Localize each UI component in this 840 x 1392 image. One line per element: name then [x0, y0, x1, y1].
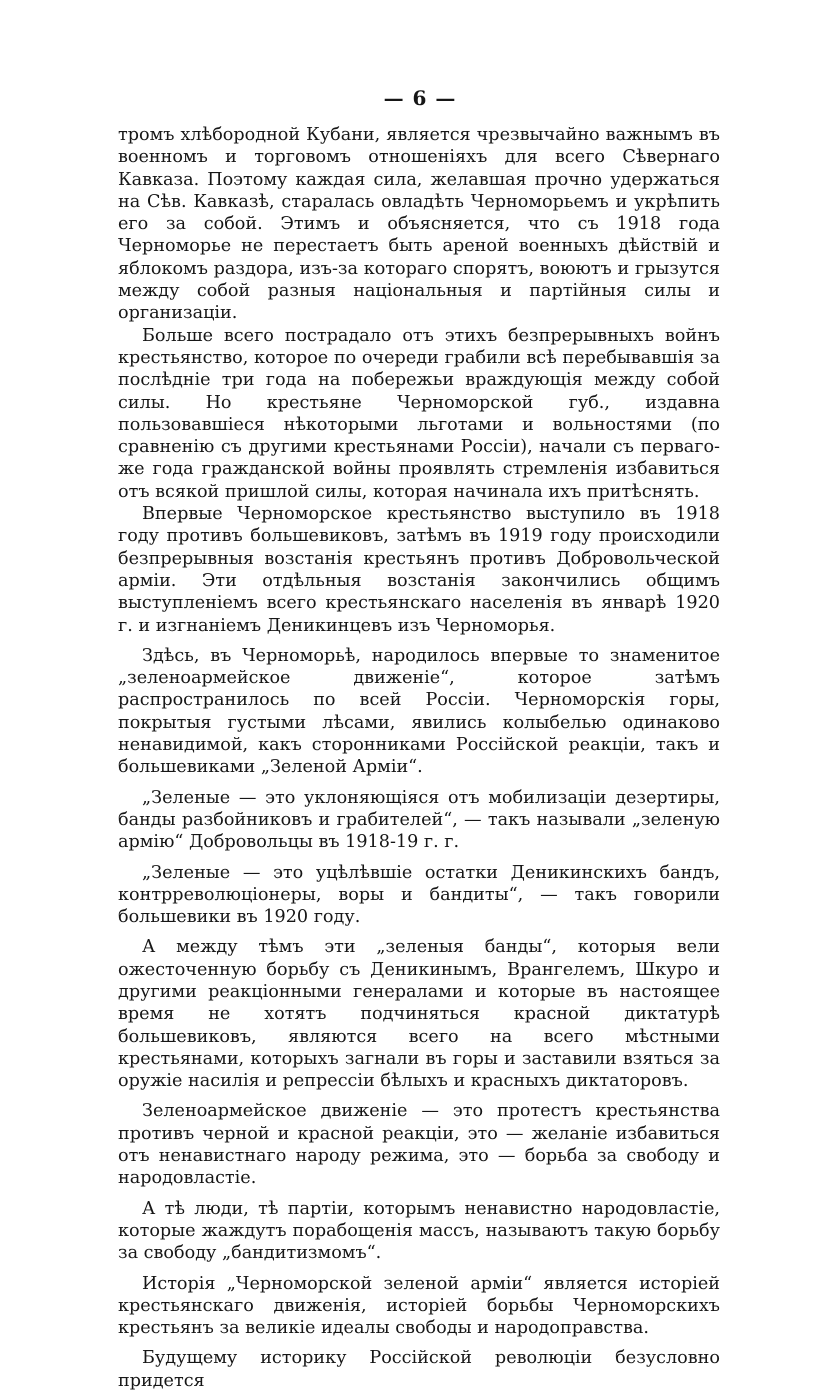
paragraph: Зеленоармейское движеніе — это протестъ крестьянства противъ черной и красной реакціи, это — желаніе избавиться отъ ненавистнаго народу режима, это — борьба за свободу и народовластіе. — [118, 1101, 720, 1189]
paragraph: А между тѣмъ эти „зеленыя банды“, которыя вели ожесточенную борьбу съ Деникинымъ, Врангелемъ, Шкуро и другими реакціонными генералами и которые въ настоящее время не хотятъ подчиняться красной диктатурѣ большевиковъ, являются всего на всего мѣстными крестьянами, которыхъ загнали въ горы и заставили взяться за оружіе насилія и репрессіи бѣлыхъ и красныхъ диктаторовъ. — [118, 937, 720, 1092]
paragraph: тромъ хлѣбородной Кубани, является чрезвычайно важнымъ въ военномъ и торговомъ отношеніяхъ для всего Сѣвернаго Кавказа. Поэтому каждая сила, желавшая прочно удержаться на Сѣв. Кавказѣ, старалась овладѣть Черноморьемъ и укрѣпить его за собой. Этимъ и объясняется, что съ 1918 года Черноморье не перестаетъ быть ареной военныхъ дѣйствій и яблокомъ раздора, изъ-за котораго спорятъ, воюютъ и грызутся между собой разныя національныя и партійныя силы и организаціи. — [118, 125, 720, 324]
paragraph: Впервые Черноморское крестьянство выступило въ 1918 году противъ большевиковъ, затѣмъ въ 1919 году происходили безпрерывныя возстанія крестьянъ противъ Добровольческой арміи. Эти отдѣльныя возстанія закончились общимъ выступленіемъ всего крестьянскаго населенія въ январѣ 1920 г. и изгнаніемъ Деникинцевъ изъ Черноморья. — [118, 504, 720, 636]
paragraph: „Зеленые — это уцѣлѣвшіе остатки Деникинскихъ бандъ, контрреволюціонеры, воры и бандиты“, — такъ говорили большевики въ 1920 году. — [118, 862, 720, 928]
paragraph: Больше всего пострадало отъ этихъ безпрерывныхъ войнъ крестьянство, которое по очереди грабили всѣ перебывавшія за послѣдніе три года на побережьи враждующія между собой силы. Но крестьяне Черноморской губ., издавна пользовавшіеся нѣкоторыми льготами и вольностями (по сравненію съ другими крестьянами Россіи), начали съ перваго-же года гражданской войны проявлять стремленія избавиться отъ всякой пришлой силы, которая начинала ихъ притѣснять. — [118, 325, 720, 502]
paragraph: Здѣсь, въ Черноморьѣ, народилось впервые то знаменитое „зеленоармейское движеніе“, которое затѣмъ распространилось по всей Россіи. Черноморскія горы, покрытыя густыми лѣсами, явились колыбелью одинаково ненавидимой, какъ сторонниками Россійской реакціи, такъ и большевиками „Зеленой Арміи“. — [118, 645, 720, 778]
paragraph: А тѣ люди, тѣ партіи, которымъ ненавистно народовластіе, которые жаждутъ порабощенія массъ, называютъ такую борьбу за свободу „бандитизмомъ“. — [118, 1198, 720, 1264]
page-number: — 6 — — [383, 86, 457, 110]
paragraph: Исторія „Черноморской зеленой арміи“ является исторіей крестьянскаго движенія, исторіей борьбы Черноморскихъ крестьянъ за великіе идеалы свободы и народоправства. — [118, 1273, 720, 1339]
paragraph: „Зеленые — это уклоняющіяся отъ мобилизаціи дезертиры, банды разбойниковъ и грабителей“, — такъ называли „зеленую армію“ Добровольцы въ 1918-19 г. г. — [118, 787, 720, 853]
paragraph: Будущему историку Россійской революціи безусловно придется — [118, 1348, 720, 1391]
body-text — [118, 124, 720, 1392]
